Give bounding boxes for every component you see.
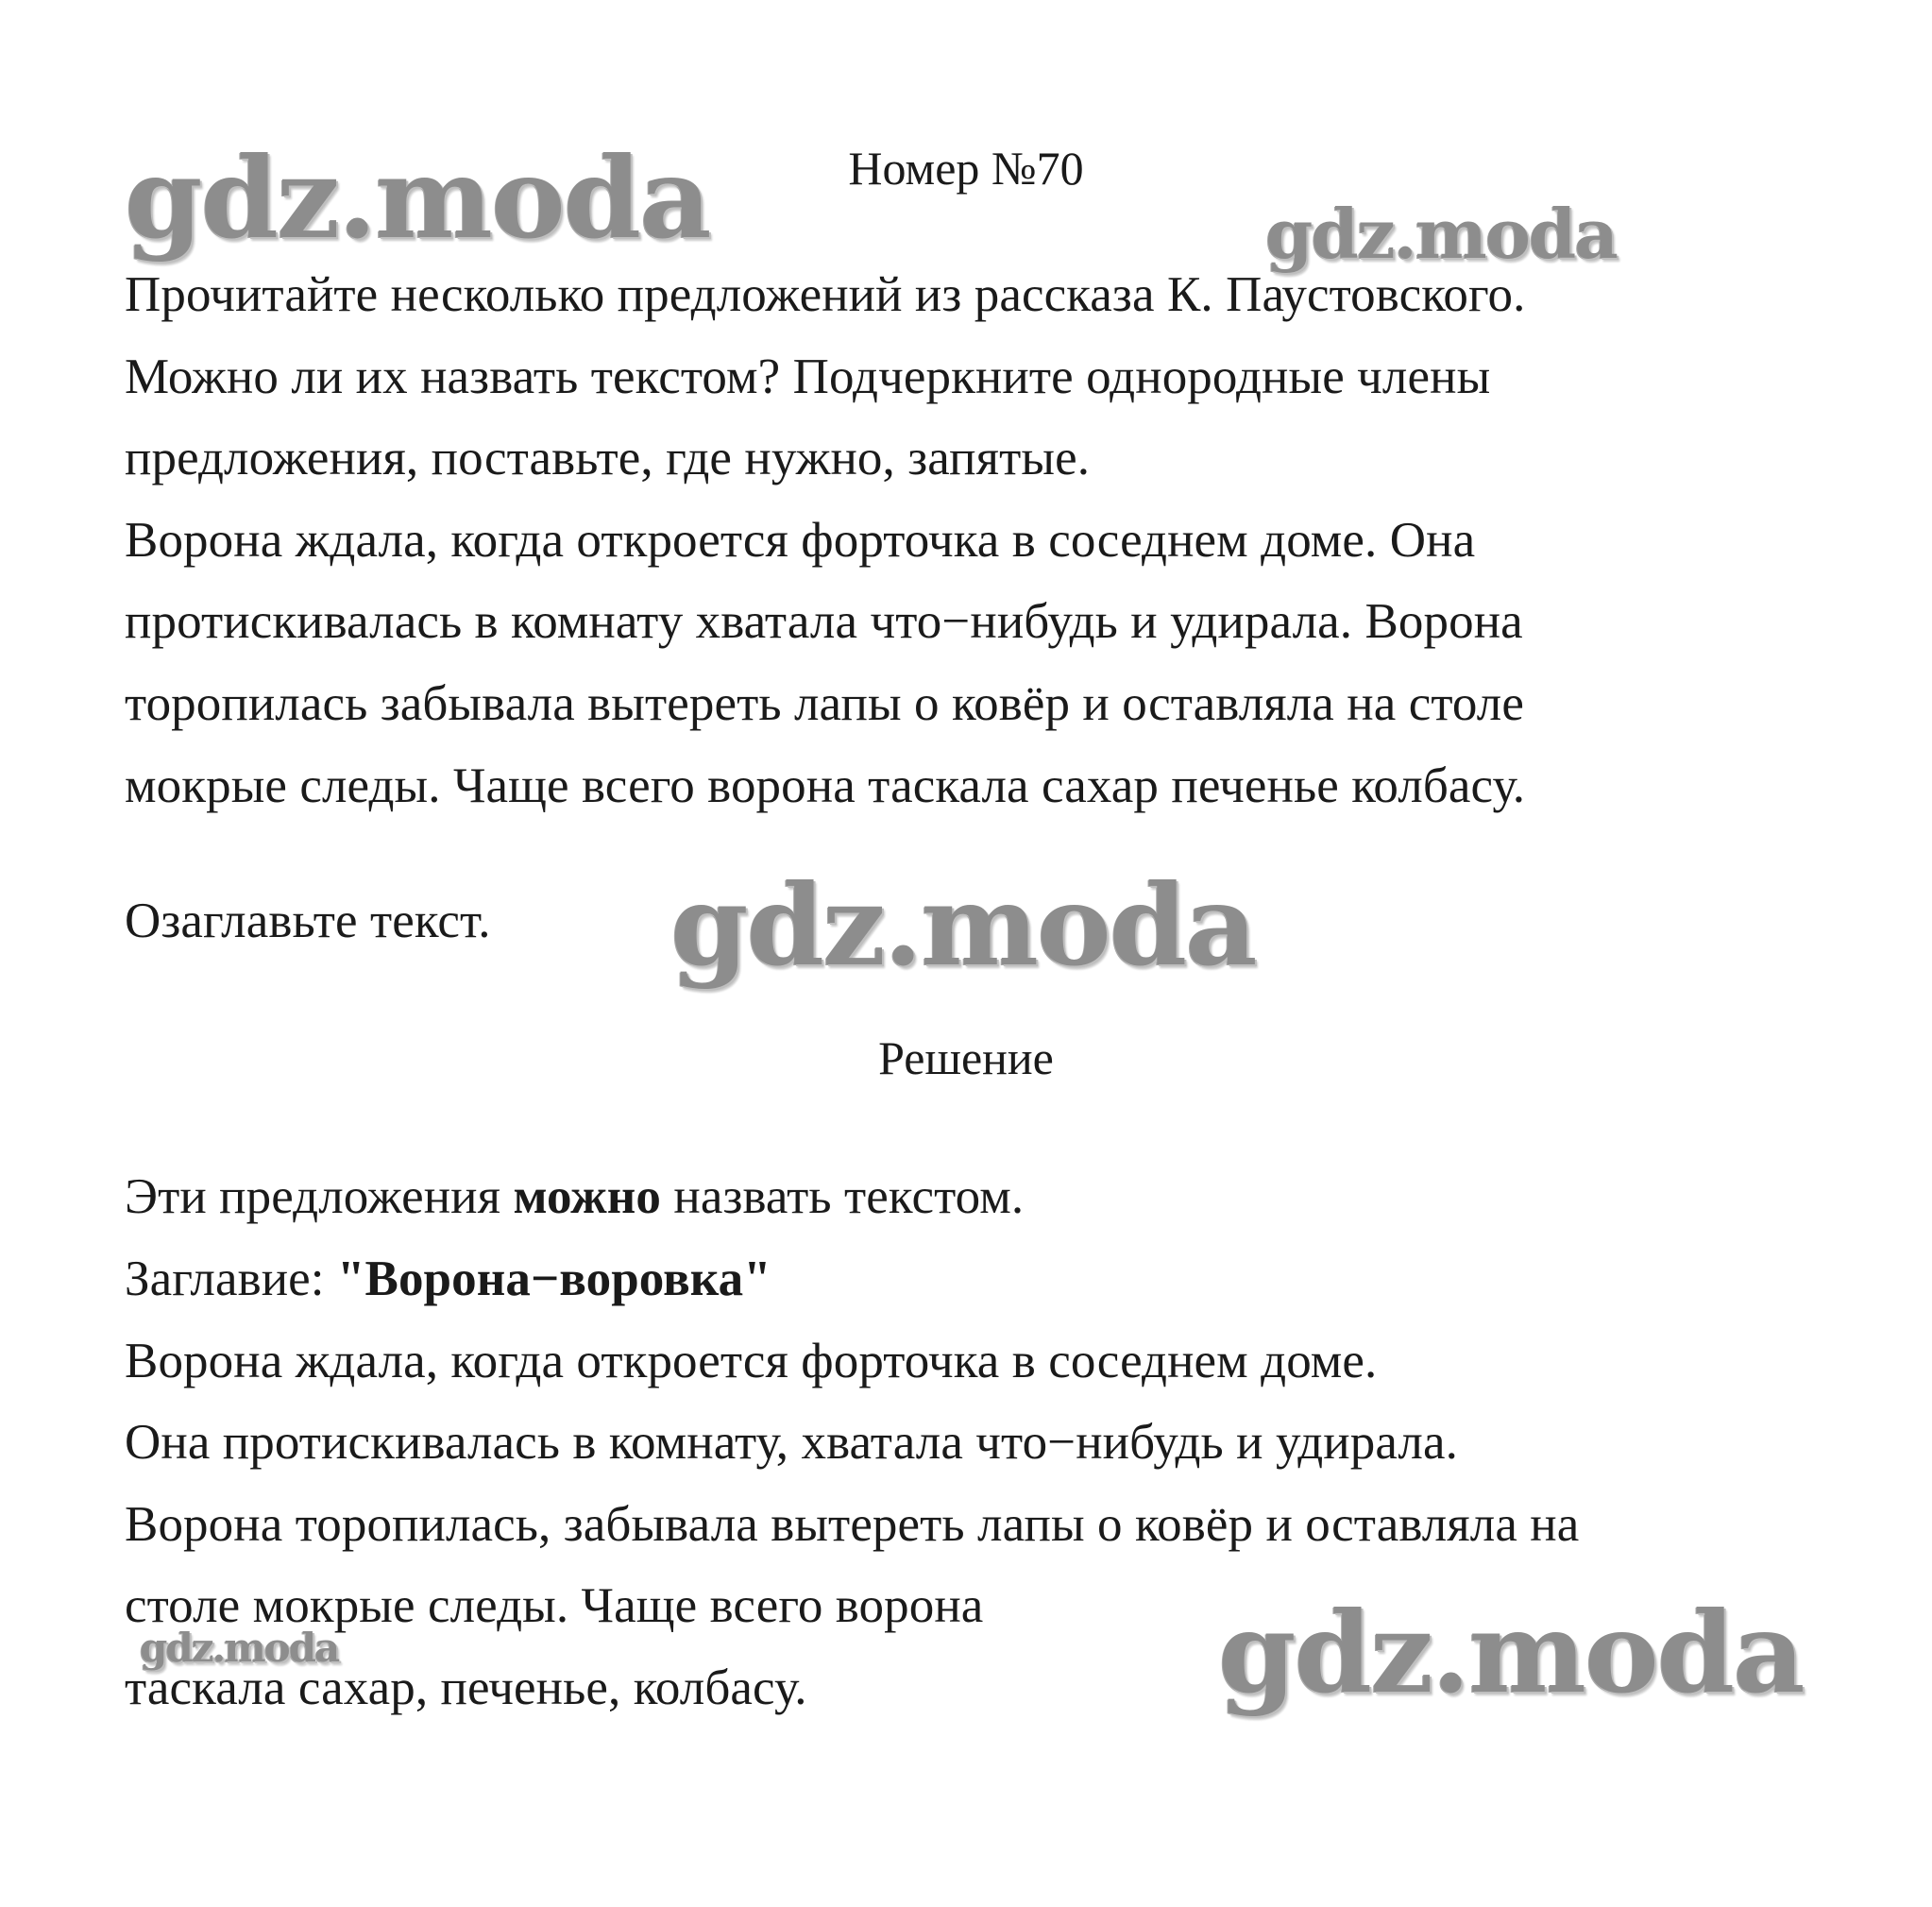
task-instruction: Озаглавьте текст. (125, 894, 491, 948)
watermark-logo: gdz.moda (1265, 194, 1617, 274)
task-line: протискивалась в комнату хватала что−нибудь и удирала. Ворона (125, 594, 1523, 649)
watermark-logo: gdz.moda (140, 1625, 339, 1671)
task-line: мокрые следы. Чаще всего ворона таскала сахар печенье колбасу. (125, 758, 1526, 813)
solution-line: Она протискивалась в комнату, хватала что−нибудь и удирала. (125, 1415, 1458, 1470)
task-line: торопилась забывала вытереть лапы о ковёр и оставляла на столе (125, 676, 1524, 731)
watermark-logo: gdz.moda (125, 132, 710, 264)
task-line: Можно ли их назвать текстом? Подчеркните однородные члены (125, 349, 1491, 404)
solution-title-line (125, 1249, 771, 1309)
task-line: предложения, поставьте, где нужно, запятые. (125, 431, 1091, 485)
solution-line: Ворона торопилась, забывала вытереть лапы о ковёр и оставляла на (125, 1497, 1580, 1552)
solution-line: столе мокрые следы. Чаще всего ворона (125, 1578, 984, 1633)
solution-answer (125, 1166, 1024, 1227)
answer-suffix: назвать текстом. (661, 1169, 1025, 1224)
solution-line: таскала сахар, печенье, колбасу. (125, 1660, 807, 1715)
watermark-logo: gdz.moda (670, 860, 1256, 991)
solution-heading: Решение (878, 1031, 1054, 1084)
title-label: Заглавие: (125, 1251, 337, 1306)
solution-line: Ворона ждала, когда откроется форточка в соседнем доме. (125, 1334, 1378, 1388)
task-line: Ворона ждала, когда откроется форточка в соседнем доме. Она (125, 513, 1476, 568)
answer-prefix: Эти предложения (125, 1169, 514, 1224)
exercise-number-title: Номер №70 (848, 142, 1084, 195)
task-line: Прочитайте несколько предложений из рассказа К. Паустовского. (125, 267, 1526, 322)
answer-emphasis: можно (513, 1169, 662, 1224)
title-value: "Ворона−воровка" (336, 1251, 771, 1306)
watermark-logo: gdz.moda (1218, 1587, 1804, 1718)
